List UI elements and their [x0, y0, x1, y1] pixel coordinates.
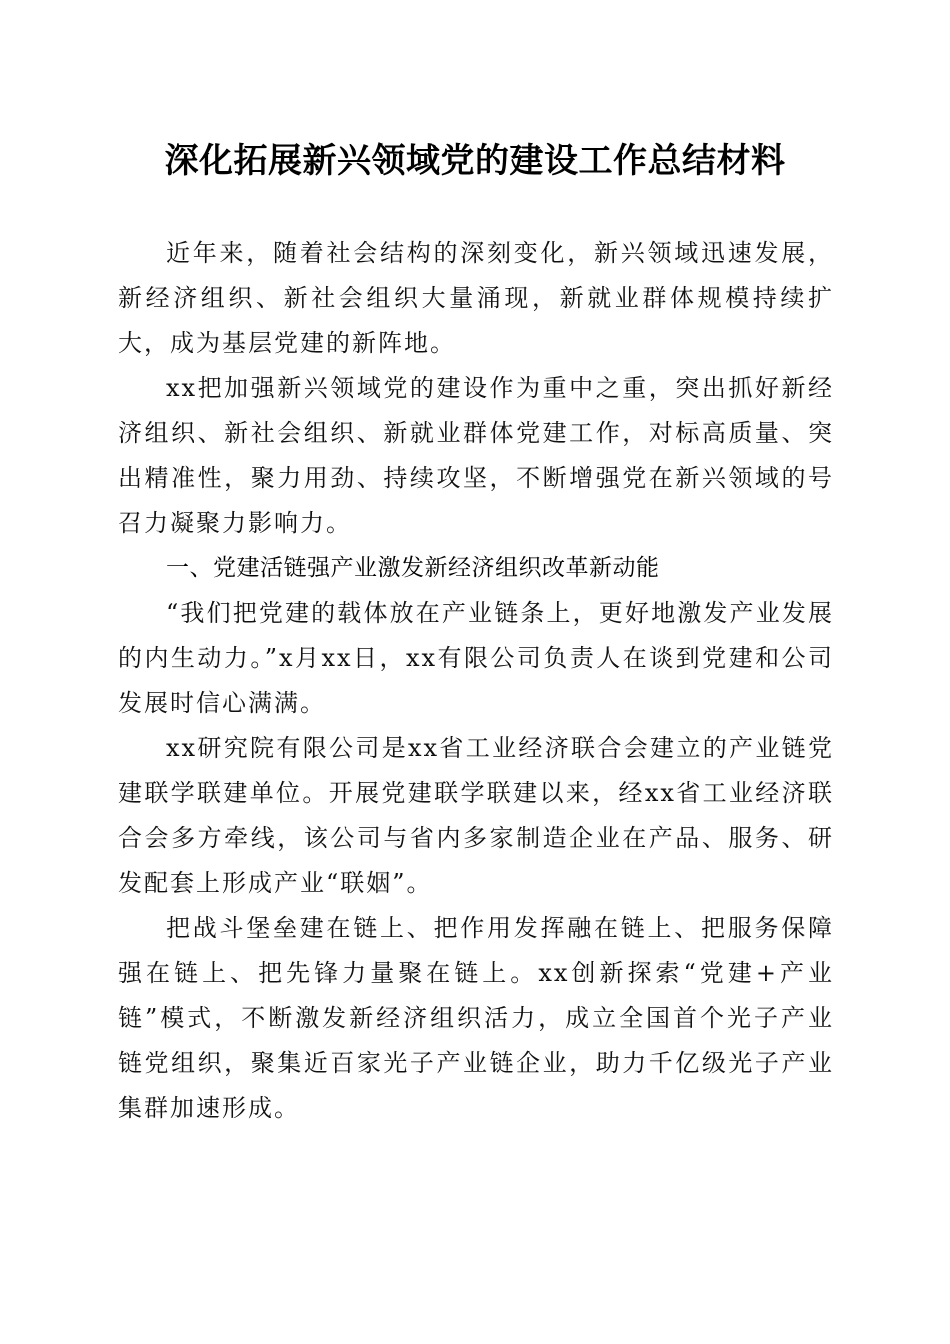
intro-paragraph-1: 近年来，随着社会结构的深刻变化，新兴领域迅速发展，新经济组织、新社会组织大量涌现，新就业群体规模持续扩大，成为基层党建的新阵地。: [118, 239, 834, 357]
section-1-paragraph-2: xx研究院有限公司是xx省工业经济联合会建立的产业链党建联学联建单位。开展党建联学联建以来，经xx省工业经济联合会多方牵线，该公司与省内多家制造企业在产品、服务、研发配套上形成产业“联姻”。: [118, 734, 834, 897]
document-title: 深化拓展新兴领域党的建设工作总结材料: [164, 141, 786, 181]
section-1-paragraph-3: 把战斗堡垒建在链上、把作用发挥融在链上、把服务保障强在链上、把先锋力量聚在链上。xx创新探索“党建+产业链”模式，不断激发新经济组织活力，成立全国首个光子产业链党组织，聚集近百家光子产业链企业，助力千亿级光子产业集群加速形成。: [118, 914, 834, 1122]
section-1-paragraph-1: “我们把党建的载体放在产业链条上，更好地激发产业发展的内生动力。”x月xx日，xx有限公司负责人在谈到党建和公司发展时信心满满。: [118, 599, 834, 717]
document-body: [118, 231, 834, 1131]
intro-paragraph-2: xx把加强新兴领域党的建设作为重中之重，突出抓好新经济组织、新社会组织、新就业群体党建工作，对标高质量、突出精准性，聚力用劲、持续攻坚，不断增强党在新兴领域的号召力凝聚力影响力。: [118, 374, 834, 537]
section-1-heading: 一、党建活链强产业激发新经济组织改革新动能: [166, 555, 660, 581]
